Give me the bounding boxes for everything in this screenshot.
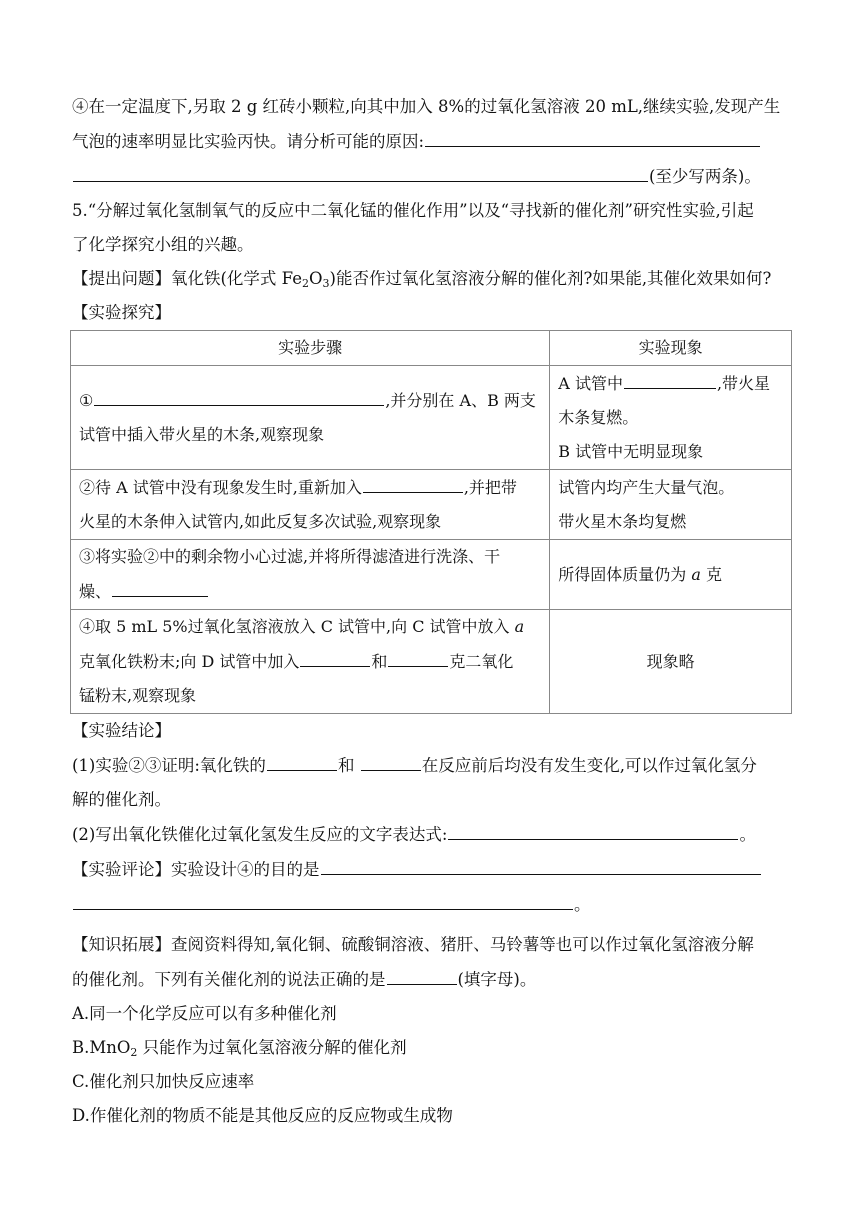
q4-line1: ④在一定温度下,另取 2 g 红砖小颗粒,向其中加入 8%的过氧化氢溶液 20 mL,继续实验,发现产生 [72, 97, 781, 116]
phen2-line1: 试管内均产生大量气泡。 [558, 477, 735, 497]
c1-text-a: (1)实验②③证明:氧化铁的 [72, 756, 266, 775]
step2-line1 [79, 470, 541, 505]
phen3-text-a: 所得固体质量仍为 [558, 564, 692, 584]
question-sub-2: 3 [322, 277, 330, 290]
question-text-a: 【提出问题】氧化铁(化学式 Fe [72, 269, 302, 288]
opt-b-sub: 2 [130, 1046, 138, 1059]
step1-text-b: ,并分别在 A、B 两支 [385, 391, 536, 410]
header-phenomena: 实验现象 [550, 331, 792, 366]
phen-cell-4: 现象略 [550, 610, 792, 714]
option-c: C.催化剂只加快反应速率 [72, 1072, 255, 1091]
step4-line2 [79, 644, 541, 679]
step4-text-b2: 和 [371, 652, 388, 671]
answer-blank[interactable] [300, 644, 370, 667]
phen1-line2: 木条复燃。 [558, 408, 639, 427]
question-text-c: )能否作过氧化氢溶液分解的催化剂?如果能,其催化效果如何? [329, 269, 772, 288]
step4-text-a: ④取 5 mL 5%过氧化氢溶液放入 C 试管中,向 C 试管中放入 [79, 617, 515, 636]
worksheet-page [72, 90, 792, 1133]
answer-blank[interactable] [388, 644, 448, 667]
q4-line3-text: (至少写两条)。 [649, 167, 761, 186]
phen-cell-2 [550, 470, 792, 540]
evaluation-cont [72, 887, 792, 922]
table-row [71, 540, 792, 610]
header-steps: 实验步骤 [71, 331, 550, 366]
ext-text-b: 的催化剂。下列有关催化剂的说法正确的是 [72, 970, 386, 989]
question-sub-1: 2 [302, 277, 309, 290]
answer-blank[interactable] [94, 383, 384, 406]
conclusion-2 [72, 817, 792, 852]
table-header-row [71, 331, 792, 366]
phen1-line3: B 试管中无明显现象 [558, 442, 704, 461]
step4-text-b: 克氧化铁粉末;向 D 试管中加入 [79, 652, 300, 671]
step-cell-2 [71, 470, 550, 540]
answer-blank[interactable] [363, 470, 463, 493]
answer-blank[interactable] [112, 574, 208, 597]
step2-text-a: ②待 A 试管中没有现象发生时,重新加入 [79, 478, 362, 497]
step4-var-a: a [514, 617, 525, 636]
step4-line3: 锰粉末,观察现象 [79, 686, 197, 705]
phen2-line2: 带火星木条均复燃 [558, 511, 687, 531]
phen-cell-1 [550, 366, 792, 470]
option-d: D.作催化剂的物质不能是其他反应的反应物或生成物 [72, 1106, 453, 1125]
c2-text-a: (2)写出氧化铁催化过氧化氢发生反应的文字表达式: [72, 825, 448, 844]
answer-blank[interactable] [425, 124, 760, 147]
explore-heading: 【实验探究】 [72, 303, 171, 322]
q5-intro-2: 了化学探究小组的兴趣。 [72, 235, 254, 254]
step-cell-1 [71, 366, 550, 470]
c1-text-c: 在反应前后均没有发生变化,可以作过氧化氢分 [421, 756, 757, 775]
phen-cell-3 [550, 540, 792, 610]
phen1-text-b: ,带火星 [716, 374, 771, 393]
answer-blank[interactable] [387, 962, 457, 985]
answer-blank[interactable] [267, 748, 337, 771]
q4-line2-text: 气泡的速率明显比实验丙快。请分析可能的原因: [72, 132, 425, 151]
conclusion-1-cont: 解的催化剂。 [72, 790, 171, 809]
eval-text: 【实验评论】实验设计④的目的是 [72, 860, 320, 879]
step2-line2: 火星的木条伸入试管内,如此反复多次试验,观察现象 [79, 512, 442, 531]
phen3-text-c: 克 [700, 564, 723, 584]
answer-blank[interactable] [321, 852, 761, 875]
q5-intro-1: 5.“分解过氧化氢制氧气的反应中二氧化锰的催化作用”以及“寻找新的催化剂”研究性实验,引起 [72, 201, 754, 220]
option-b [72, 1031, 792, 1065]
step3-text-b: 燥、 [79, 582, 112, 601]
answer-blank[interactable] [73, 887, 573, 910]
conclusion-1 [72, 748, 792, 783]
eval-end: 。 [574, 895, 591, 914]
step3-line1: ③将实验②中的剩余物小心过滤,并将所得滤渣进行洗涤、干 [79, 547, 501, 566]
conclusion-heading: 【实验结论】 [72, 721, 171, 740]
ext-text-c: (填字母)。 [457, 970, 537, 989]
answer-blank[interactable] [448, 817, 738, 840]
table-row [71, 470, 792, 540]
question-text-b: O [309, 269, 323, 288]
q4-line3 [72, 159, 792, 194]
phen3-var-a: a [691, 564, 701, 584]
option-a: A.同一个化学反应可以有多种催化剂 [72, 1004, 337, 1023]
answer-blank[interactable] [624, 366, 716, 389]
answer-blank[interactable] [73, 159, 648, 182]
evaluation [72, 852, 792, 887]
step-cell-3 [71, 540, 550, 610]
extension-1: 【知识拓展】查阅资料得知,氧化铜、硫酸铜溶液、猪肝、马铃薯等也可以作过氧化氢溶液分解 [72, 935, 754, 954]
q4-line2 [72, 124, 792, 159]
answer-blank[interactable] [361, 748, 421, 771]
experiment-table [70, 330, 792, 714]
q5-question [72, 262, 792, 296]
table-row [71, 366, 792, 470]
c2-text-b: 。 [739, 825, 756, 844]
opt-b-text-1: B.MnO [72, 1038, 131, 1057]
step3-line2 [79, 574, 541, 609]
opt-b-text-2: 只能作为过氧化氢溶液分解的催化剂 [137, 1038, 407, 1057]
phen1-text-a: A 试管中 [558, 374, 623, 393]
c1-text-b: 和 [337, 756, 355, 775]
step-cell-4 [71, 610, 550, 714]
step1-line1 [79, 383, 541, 418]
step2-text-b: ,并把带 [463, 478, 517, 497]
step4-line1 [79, 610, 541, 644]
step4-text-b3: 克二氧化 [449, 652, 514, 671]
step1-line2: 试管中插入带火星的木条,观察现象 [79, 425, 325, 444]
step1-text-a: ① [79, 391, 94, 410]
table-row [71, 610, 792, 714]
phen1-line1 [558, 366, 783, 401]
extension-2 [72, 962, 792, 997]
